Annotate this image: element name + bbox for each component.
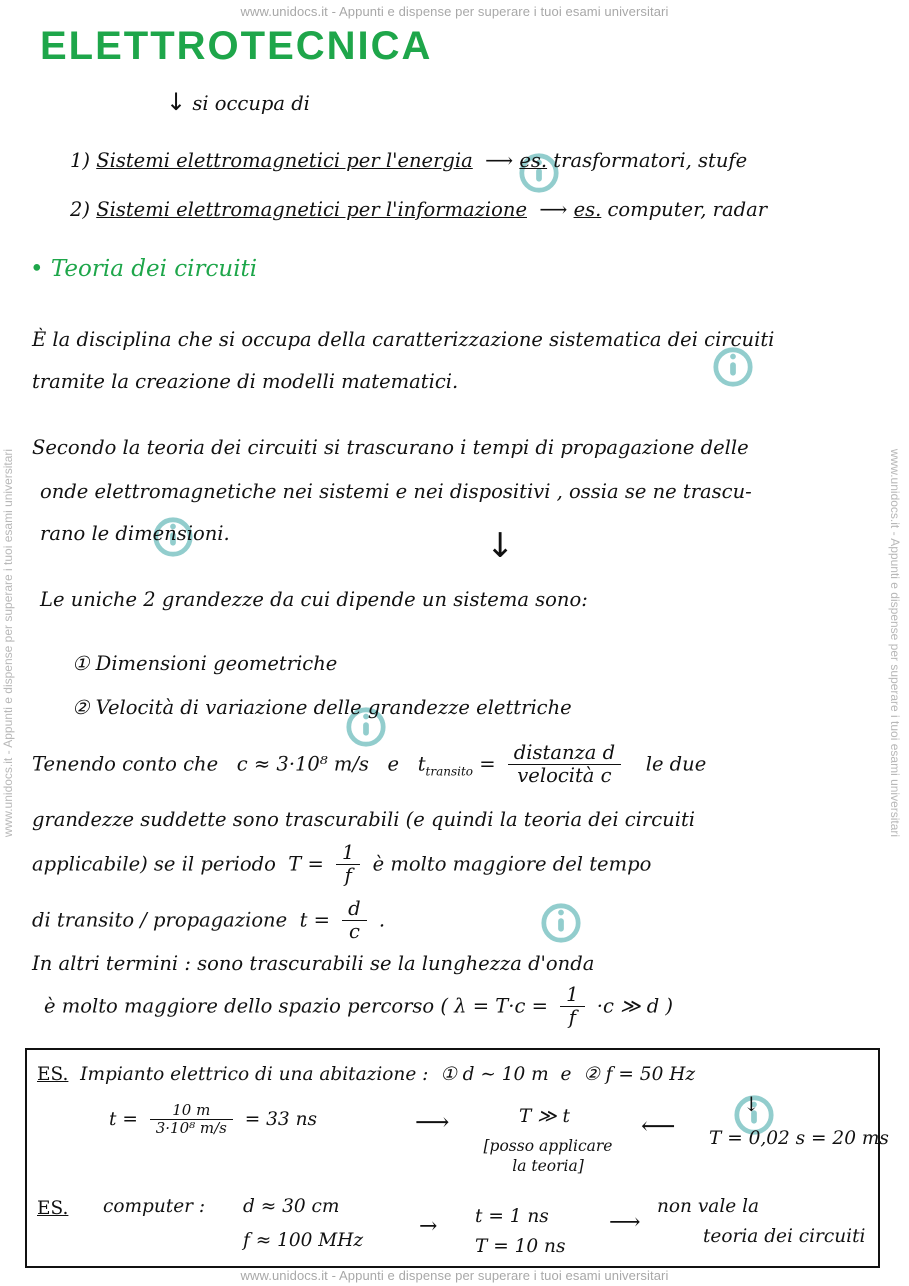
fraction-denominator: velocità c: [517, 764, 612, 788]
paragraph-line: Secondo la teoria dei circuiti si trascurano i tempi di propagazione delle: [32, 436, 749, 459]
fraction: [560, 984, 584, 1030]
example-and: e: [560, 1064, 572, 1085]
formula-line: [32, 898, 385, 944]
example-label-text: ES.: [37, 1198, 69, 1219]
example-period: T = 0,02 s = 20 ms: [709, 1128, 889, 1149]
fraction-numerator: 10 m: [150, 1102, 233, 1120]
formula-line: [32, 842, 651, 888]
item-number: 1): [70, 149, 91, 172]
example-distance: d ≈ 30 cm: [243, 1196, 340, 1217]
fraction-denominator: f: [344, 864, 352, 888]
example-result: = 33 ns: [244, 1108, 317, 1130]
formula-eq: =: [479, 752, 496, 776]
arrow-down-icon: ↓: [166, 88, 187, 116]
list-item: [70, 149, 747, 172]
item-es: es.: [519, 149, 548, 172]
item-es: es.: [573, 198, 602, 221]
example-t: t = 1 ns: [475, 1206, 549, 1227]
example-text: Impianto elettrico di una abitazione :: [80, 1064, 429, 1085]
paragraph-line: Le uniche 2 grandezze da cui dipende un sistema sono:: [40, 588, 588, 611]
list-item: ① Dimensioni geometriche: [72, 652, 338, 675]
arrow-right-icon: ⟶: [609, 1210, 641, 1235]
period-intro: applicabile) se il periodo: [32, 852, 276, 876]
fraction-denominator: c: [348, 920, 360, 944]
paragraph-line: rano le dimensioni.: [40, 522, 230, 545]
formula-t-sub: transito: [425, 764, 474, 779]
transit-t: t =: [299, 908, 330, 932]
example-frequency: f ≈ 100 MHz: [243, 1230, 364, 1251]
arrow-down-icon: ↓: [486, 526, 515, 566]
item-text: Sistemi elettromagnetici per l'informazione: [96, 198, 527, 221]
fraction-numerator: distanza d: [508, 742, 621, 765]
arrow-left-icon: ⟵: [641, 1112, 676, 1140]
example-result: non vale la: [657, 1196, 760, 1217]
formula-line: [44, 984, 673, 1030]
arrow-right-icon: →: [419, 1214, 438, 1239]
watermark-bottom: www.unidocs.it - Appunti e dispense per superare i tuoi esami universitari: [240, 1268, 669, 1283]
fraction: [342, 898, 366, 944]
watermark-left: www.unidocs.it - Appunti e dispense per superare i tuoi esami universitari: [1, 448, 15, 838]
example-t: t =: [109, 1108, 138, 1130]
paragraph-line: tramite la creazione di modelli matematici.: [32, 370, 459, 393]
arrow-right-icon: ⟶: [539, 198, 568, 221]
example-label: [37, 1198, 68, 1219]
example-period: T = 10 ns: [475, 1236, 566, 1257]
paragraph-line: È la disciplina che si occupa della caratterizzazione sistematica dei circuiti: [32, 328, 775, 351]
paragraph-line: grandezze suddette sono trascurabili (e quindi la teoria dei circuiti: [32, 808, 696, 831]
list-item: ② Velocità di variazione delle grandezze elettriche: [72, 696, 572, 719]
period-T: T =: [288, 852, 324, 876]
fraction-numerator: 1: [560, 984, 584, 1007]
page-title: ELETTROTECNICA: [40, 24, 433, 68]
item-number: 2): [70, 198, 91, 221]
fraction-numerator: 1: [336, 842, 360, 865]
fraction: [150, 1102, 233, 1138]
unidocs-logo-icon: [712, 346, 754, 388]
wavelength-after: ·c ≫ d ): [596, 994, 673, 1018]
transit-end: .: [378, 908, 386, 932]
item-examples: computer, radar: [607, 198, 768, 221]
section-title: • Teoria dei circuiti: [30, 256, 258, 282]
example-result: teoria dei circuiti: [703, 1226, 866, 1247]
example-label: ES.: [37, 1064, 69, 1085]
example-note-line: la teoria]: [512, 1157, 584, 1176]
example-1-header: [37, 1064, 695, 1085]
wavelength-intro: è molto maggiore dello spazio percorso ( λ = T·c =: [44, 994, 548, 1018]
fraction: [336, 842, 360, 888]
list-item: [70, 198, 767, 221]
arrow-right-icon: ⟶: [485, 149, 514, 172]
example-compare: T ≫ t: [519, 1106, 570, 1127]
formula-intro: Tenendo conto che: [32, 752, 219, 776]
transit-intro: di transito / propagazione: [32, 908, 288, 932]
formula-line: [32, 742, 706, 788]
period-after: è molto maggiore del tempo: [372, 852, 652, 876]
watermark-right: www.unidocs.it - Appunti e dispense per superare i tuoi esami universitari: [888, 448, 902, 838]
formula-t: t: [417, 752, 426, 776]
example-text: computer :: [103, 1196, 206, 1217]
fraction-numerator: d: [342, 898, 366, 921]
arrow-down-icon: ↓: [743, 1092, 760, 1116]
formula-c: c ≈ 3·10⁸ m/s: [236, 752, 369, 776]
paragraph-line: onde elettromagnetiche nei sistemi e nei dispositivi , ossia se ne trascu-: [40, 480, 752, 503]
example-condition-1: ① d ∼ 10 m: [440, 1064, 549, 1085]
example-note-line: [posso applicare: [483, 1137, 613, 1155]
example-1-formula: [109, 1102, 317, 1138]
occupies-text: si occupa di: [192, 92, 310, 115]
example-note: [463, 1136, 633, 1176]
unidocs-logo-icon: [540, 902, 582, 944]
item-examples: trasformatori, stufe: [553, 149, 748, 172]
item-text: Sistemi elettromagnetici per l'energia: [96, 149, 473, 172]
occupies-line: [166, 88, 310, 116]
watermark-top: www.unidocs.it - Appunti e dispense per superare i tuoi esami universitari: [240, 4, 669, 19]
fraction-denominator: f: [568, 1006, 576, 1030]
arrow-right-icon: ⟶: [415, 1108, 450, 1136]
paragraph-line: In altri termini : sono trascurabili se la lunghezza d'onda: [32, 952, 595, 975]
fraction: [508, 742, 621, 788]
formula-after: le due: [645, 752, 707, 776]
examples-box: [25, 1048, 889, 1268]
example-condition-2: ② f = 50 Hz: [583, 1064, 696, 1085]
fraction-denominator: 3·10⁸ m/s: [155, 1119, 227, 1138]
formula-and: e: [387, 752, 400, 776]
